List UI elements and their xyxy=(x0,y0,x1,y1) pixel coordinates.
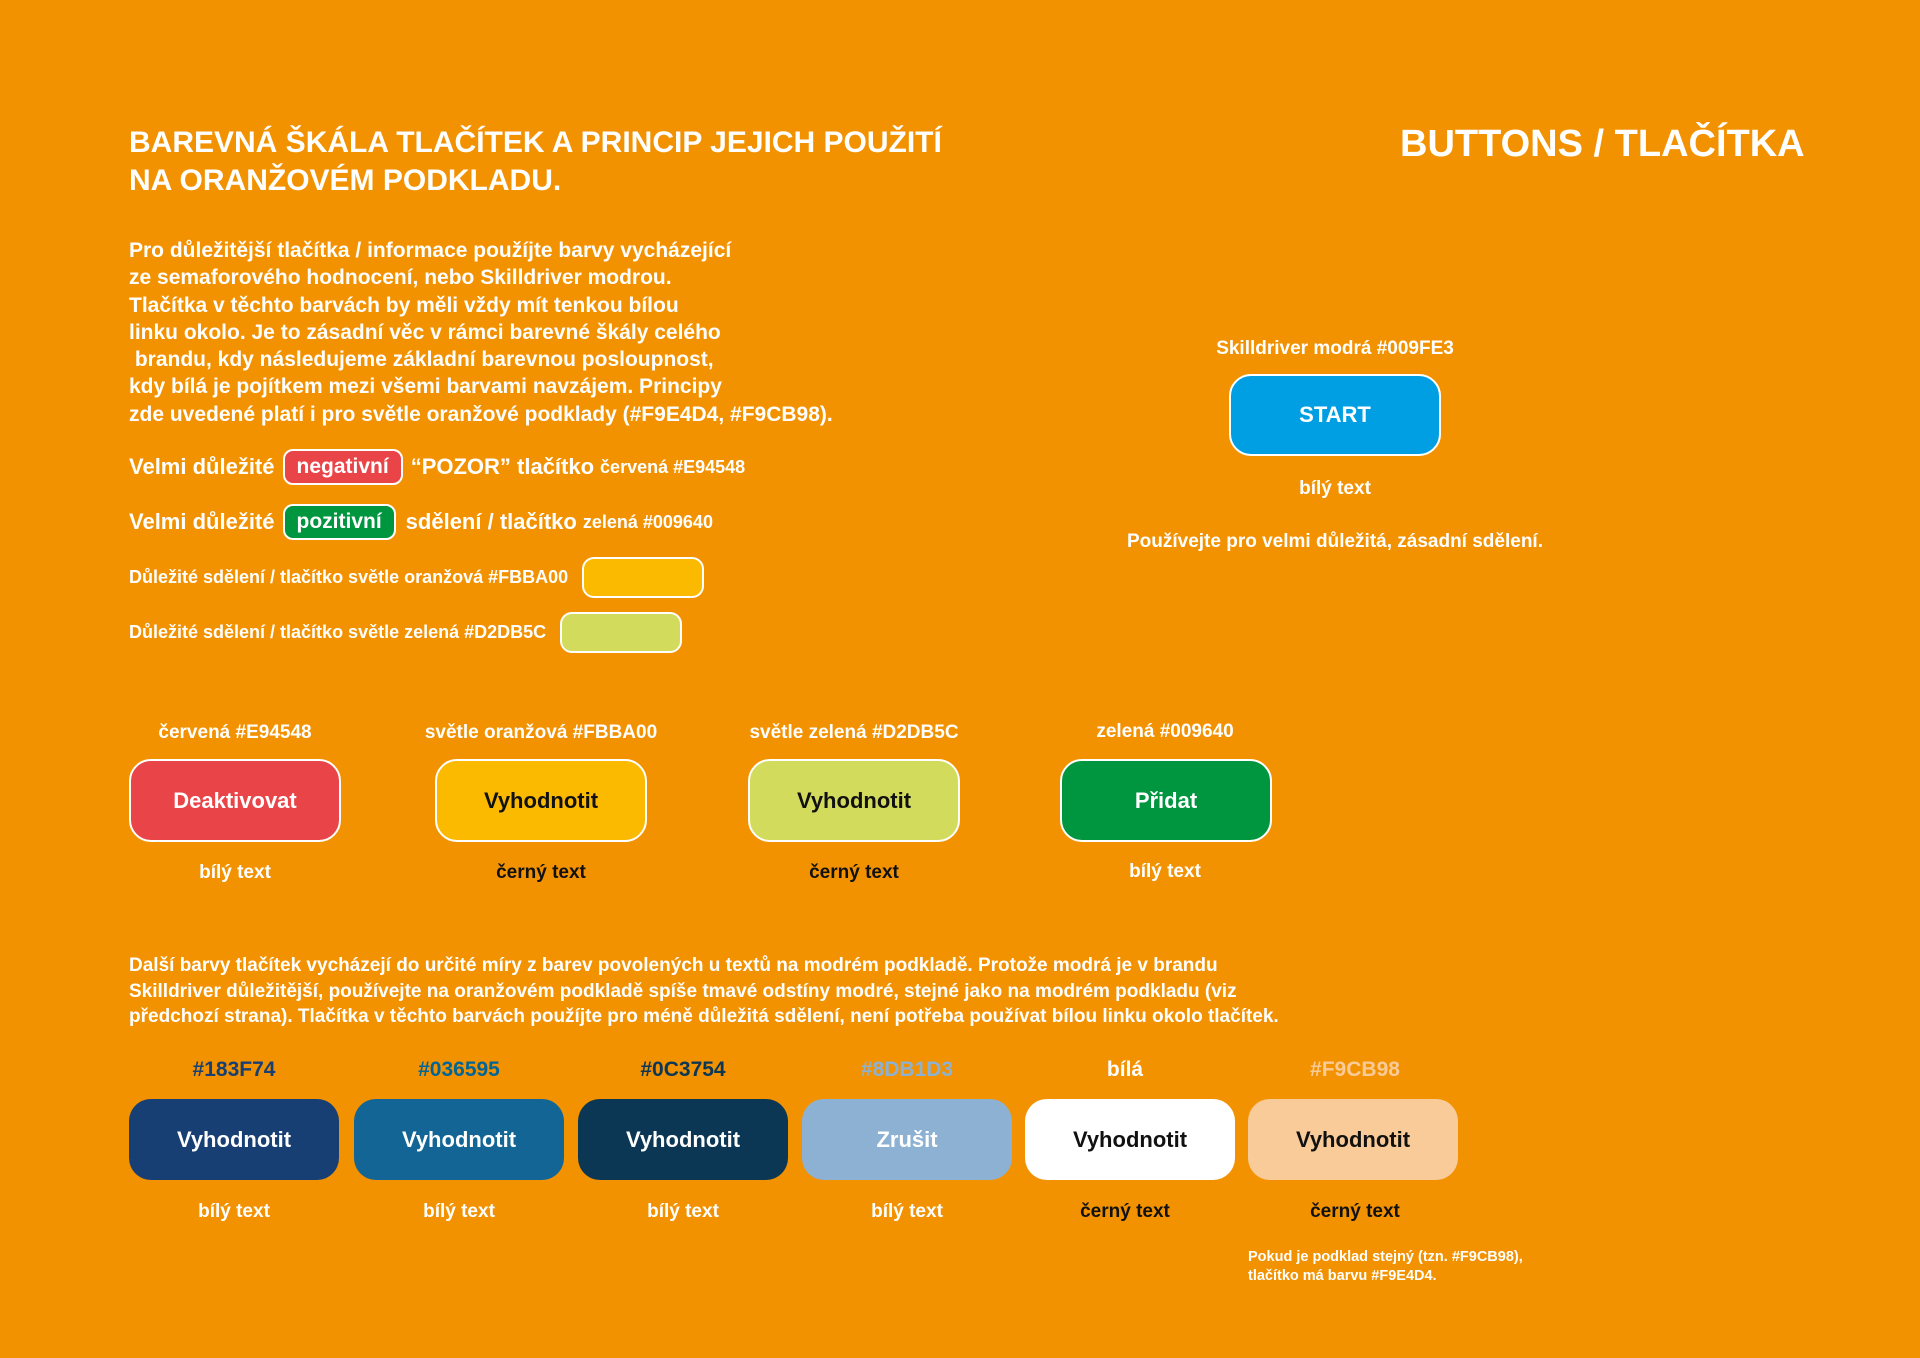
start-usage: Používejte pro velmi důležitá, zásadní sdělení. xyxy=(1126,531,1543,552)
intro-paragraph xyxy=(129,237,833,428)
intro-line: brandu, kdy následujeme základní barevnou posloupnost, xyxy=(129,348,714,372)
green-label: zelená #009640 xyxy=(1096,721,1234,742)
intro-line: ze semaforového hodnocení, nebo Skilldriver modrou. xyxy=(129,266,672,290)
evaluate-green-button[interactable]: Vyhodnotit xyxy=(748,759,960,842)
negative-middle: “POZOR” tlačítko xyxy=(410,454,595,479)
cancel-button[interactable]: Zrušit xyxy=(802,1099,1012,1180)
page-title-line2: NA ORANŽOVÉM PODKLADU. xyxy=(129,164,562,197)
intro-line: Pro důležitější tlačítka / informace použíjte barvy vycházející xyxy=(129,239,732,262)
evaluate-navy-button[interactable]: Vyhodnotit xyxy=(129,1099,339,1180)
intro-line: zde uvedené platí i pro světle oranžové podklady (#F9E4D4, #F9CB98). xyxy=(129,402,833,426)
positive-suffix: zelená #009640 xyxy=(582,511,713,532)
secondary-paragraph xyxy=(129,953,1279,1030)
secondary-paragraph-line: Skilldriver důležitější, používejte na oranžovém podkladě spíše tmavé odstíny modré, stejné jako na modrém podkladu (viz xyxy=(129,980,1237,1002)
peach-label: #F9CB98 xyxy=(1310,1058,1400,1081)
peach-note xyxy=(1248,1248,1523,1286)
intro-line: kdy bílá je pojítkem mezi všemi barvami navzájem. Principy xyxy=(129,375,722,399)
evaluate-white-button[interactable]: Vyhodnotit xyxy=(1025,1099,1235,1180)
navy-label: #183F74 xyxy=(192,1058,276,1081)
light-green-line xyxy=(129,612,682,653)
green-caption: bílý text xyxy=(1129,861,1201,882)
light-green-swatch-button[interactable] xyxy=(560,612,682,653)
white-label: bílá xyxy=(1106,1058,1144,1081)
peach-note-line: tlačítko má barvu #F9E4D4. xyxy=(1248,1268,1437,1284)
evaluate-dark-blue-button[interactable]: Vyhodnotit xyxy=(578,1099,788,1180)
navy-caption: bílý text xyxy=(198,1201,270,1222)
negative-line xyxy=(129,449,745,485)
intro-line: linku okolo. Je to zásadní věc v rámci barevné škály celého xyxy=(129,320,721,344)
dark-blue-label: #0C3754 xyxy=(640,1058,726,1081)
secondary-paragraph-line: Další barvy tlačítek vycházejí do určité míry z barev povolených u textů na modrém podkladě. Protože modrá je v brandu xyxy=(129,955,1218,976)
negative-suffix: červená #E94548 xyxy=(600,456,746,477)
light-green-caption: černý text xyxy=(809,862,899,883)
positive-middle: sdělení / tlačítko xyxy=(405,509,577,534)
positive-pill[interactable]: pozitivní xyxy=(283,504,396,540)
light-green-text: Důležité sdělení / tlačítko světle zelená #D2DB5C xyxy=(129,622,547,642)
start-text-note: bílý text xyxy=(1299,478,1371,499)
secondary-paragraph-line: předchozí strana). Tlačítka v těchto barvách použíjte pro méně důležitá sdělení, není potřeba používat bílou linku okolo tlačítek. xyxy=(129,1006,1279,1027)
light-orange-caption: černý text xyxy=(496,862,586,883)
add-button[interactable]: Přidat xyxy=(1060,759,1272,842)
evaluate-orange-button[interactable]: Vyhodnotit xyxy=(435,759,647,842)
section-header: BUTTONS / TLAČÍTKA xyxy=(1400,123,1805,165)
red-caption: bílý text xyxy=(199,862,271,883)
start-button[interactable]: START xyxy=(1229,374,1441,456)
light-blue-label: #8DB1D3 xyxy=(860,1058,954,1081)
light-green-label: světle zelená #D2DB5C xyxy=(749,722,959,743)
red-label: červená #E94548 xyxy=(158,722,312,743)
light-orange-text: Důležité sdělení / tlačítko světle oranžová #FBBA00 xyxy=(129,567,569,587)
teal-blue-caption: bílý text xyxy=(423,1201,495,1222)
evaluate-teal-blue-button[interactable]: Vyhodnotit xyxy=(354,1099,564,1180)
negative-pill[interactable]: negativní xyxy=(283,449,403,485)
intro-line: Tlačítka v těchto barvách by měli vždy mít tenkou bílou xyxy=(129,293,679,317)
positive-prefix: Velmi důležité xyxy=(129,509,275,534)
white-caption: černý text xyxy=(1080,1201,1170,1222)
start-label: Skilldriver modrá #009FE3 xyxy=(1216,338,1454,359)
peach-note-line: Pokud je podklad stejný (tzn. #F9CB98), xyxy=(1248,1249,1523,1265)
page-title xyxy=(129,124,942,200)
peach-caption: černý text xyxy=(1310,1201,1400,1222)
evaluate-peach-button[interactable]: Vyhodnotit xyxy=(1248,1099,1458,1180)
dark-blue-caption: bílý text xyxy=(647,1201,719,1222)
light-orange-label: světle oranžová #FBBA00 xyxy=(424,722,658,743)
teal-blue-label: #036595 xyxy=(418,1058,500,1081)
page-title-line1: BAREVNÁ ŠKÁLA TLAČÍTEK A PRINCIP JEJICH POUŽITÍ xyxy=(129,126,942,159)
light-orange-line xyxy=(129,557,704,598)
light-blue-caption: bílý text xyxy=(871,1201,943,1222)
deactivate-button[interactable]: Deaktivovat xyxy=(129,759,341,842)
negative-prefix: Velmi důležité xyxy=(129,454,275,479)
positive-line xyxy=(129,504,713,540)
light-orange-swatch-button[interactable] xyxy=(582,557,704,598)
